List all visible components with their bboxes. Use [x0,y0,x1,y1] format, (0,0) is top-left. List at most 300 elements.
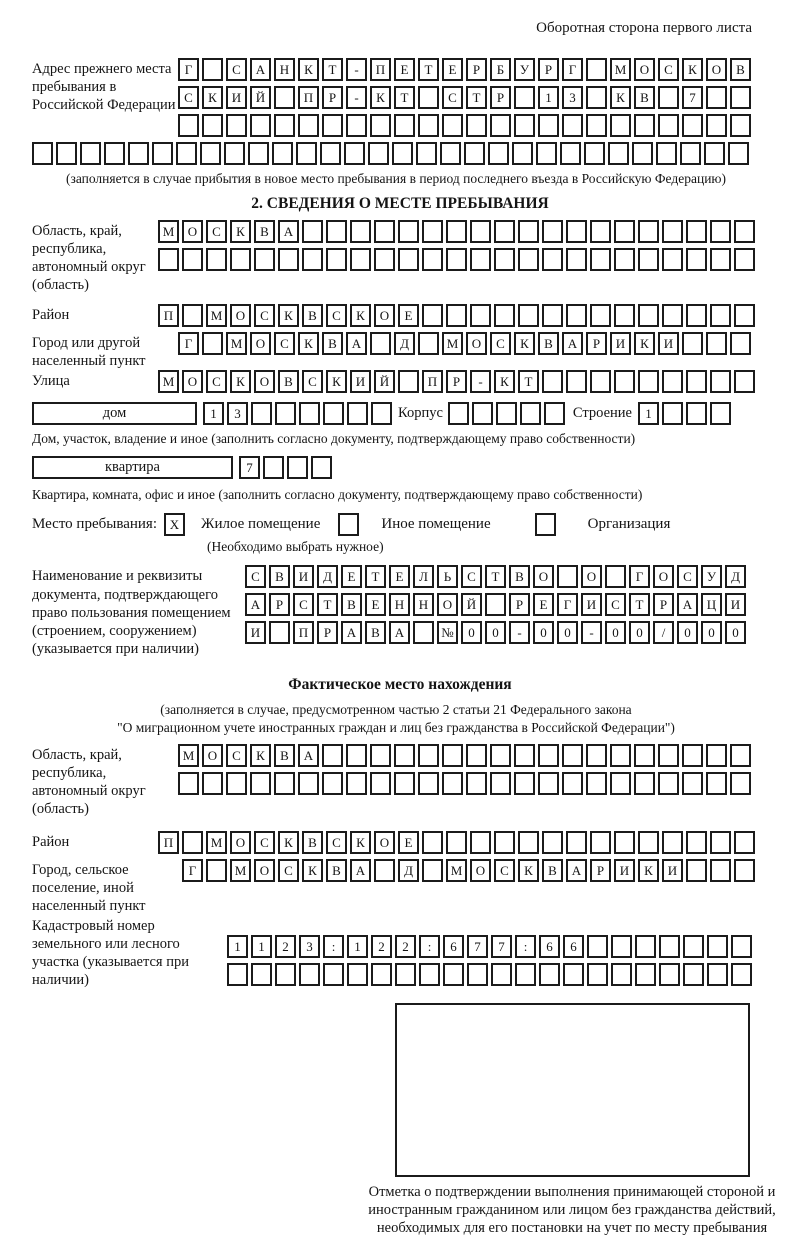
checkbox-inoe [338,513,359,536]
char-cell [634,744,655,767]
char-cell: М [178,744,199,767]
char-cell: 2 [395,935,416,958]
char-cell: И [293,565,314,588]
char-cell: К [634,332,655,355]
char-cell [398,370,419,393]
char-cell: К [230,220,251,243]
char-cell [686,402,707,425]
char-cell: М [446,859,467,882]
char-cell [731,963,752,986]
char-cell [422,831,443,854]
char-cell: К [350,831,371,854]
char-cell: Д [398,859,419,882]
char-cell [518,831,539,854]
char-cell [614,248,635,271]
char-cell: С [278,859,299,882]
char-cell [710,859,731,882]
stamp-caption: Отметка о подтверждении выполнения принимающей стороной и иностранным гражданином или лицом без гражданства действий, необходимых для его постановки на учет по месту пребывания [368,1183,776,1237]
char-cell: К [494,370,515,393]
char-cell: В [365,621,386,644]
oblast2-rows [158,220,755,276]
char-cell [632,142,653,165]
char-cell [518,220,539,243]
char-cell [346,772,367,795]
char-cell [514,86,535,109]
char-cell [638,370,659,393]
kadastr-row-2 [227,963,752,986]
char-cell: В [509,565,530,588]
char-cell [470,220,491,243]
char-cell [370,772,391,795]
char-cell: Д [317,565,338,588]
char-cell [494,220,515,243]
char-cell: Е [533,593,554,616]
char-cell [683,963,704,986]
char-cell: Т [629,593,650,616]
char-cell: П [422,370,443,393]
char-cell: И [662,859,683,882]
char-cell [662,248,683,271]
char-cell: М [206,831,227,854]
char-cell [275,963,296,986]
char-cell [158,248,179,271]
char-cell: И [614,859,635,882]
char-cell [374,248,395,271]
gorod2-row [178,332,751,355]
char-cell [734,220,755,243]
char-cell [440,142,461,165]
char-cell: Г [182,859,203,882]
prev-address-label: Адрес прежнего места пребывания в Российской Федерации [32,61,176,114]
char-cell: О [437,593,458,616]
char-cell: Й [461,593,482,616]
raion3-label: Район [32,833,70,850]
char-cell [368,142,389,165]
char-cell [490,772,511,795]
char-cell: С [658,58,679,81]
stroenie-label: Строение [572,405,632,422]
char-cell [370,744,391,767]
char-cell: Т [518,370,539,393]
char-cell [350,220,371,243]
char-cell [490,744,511,767]
char-cell [659,963,680,986]
inoe-label: Иное помещение [381,516,491,533]
char-cell [323,963,344,986]
char-cell [658,744,679,767]
char-cell: И [245,621,266,644]
char-cell [539,963,560,986]
char-cell: К [514,332,535,355]
char-cell: О [250,332,271,355]
dom-box: дом [32,402,197,425]
char-cell: С [226,744,247,767]
char-cell: С [206,370,227,393]
char-cell: П [370,58,391,81]
gorod3-block [32,859,800,915]
char-cell [446,831,467,854]
char-cell [536,142,557,165]
char-cell [734,304,755,327]
char-cell [344,142,365,165]
gorod3-label: Город, сельское поселение, иной населенный пункт [32,861,146,914]
char-cell [370,114,391,137]
char-cell [538,114,559,137]
char-cell [710,220,731,243]
char-cell: 1 [638,402,659,425]
char-cell [422,220,443,243]
char-cell: 7 [239,456,260,479]
char-cell: М [226,332,247,355]
char-cell: О [374,831,395,854]
char-cell [662,370,683,393]
char-cell: В [634,86,655,109]
char-cell: К [278,831,299,854]
char-cell [392,142,413,165]
char-cell [562,772,583,795]
char-cell: Н [389,593,410,616]
char-cell [128,142,149,165]
oblast2-block [32,220,800,295]
char-cell: Е [398,304,419,327]
char-cell [470,831,491,854]
char-cell [323,402,344,425]
char-cell: Й [250,86,271,109]
char-cell: - [470,370,491,393]
char-cell: Д [725,565,746,588]
char-cell: М [610,58,631,81]
char-cell: Т [317,593,338,616]
char-cell: К [250,744,271,767]
char-cell: 0 [605,621,626,644]
char-cell [302,248,323,271]
char-cell [250,114,271,137]
char-cell: К [202,86,223,109]
char-cell: В [302,831,323,854]
char-cell: И [725,593,746,616]
char-cell: Г [178,58,199,81]
char-cell: - [581,621,602,644]
char-cell [586,772,607,795]
char-cell: Т [394,86,415,109]
char-cell [350,248,371,271]
char-cell [202,114,223,137]
char-cell: М [158,370,179,393]
oblast3-block [32,744,800,819]
confirmation-stamp-box [395,1003,750,1177]
char-cell [686,370,707,393]
char-cell [662,402,683,425]
char-cell: 0 [533,621,554,644]
char-cell [706,114,727,137]
char-cell [418,772,439,795]
char-cell [200,142,221,165]
char-cell [542,248,563,271]
char-cell [706,332,727,355]
char-cell: И [350,370,371,393]
char-cell [638,248,659,271]
char-cell: : [419,935,440,958]
mesto-prebyvaniya-row [32,513,800,536]
char-cell [182,248,203,271]
char-cell [634,114,655,137]
char-cell [394,772,415,795]
char-cell: В [542,859,563,882]
char-cell: Т [365,565,386,588]
char-cell: М [158,220,179,243]
char-cell [557,565,578,588]
char-cell [347,963,368,986]
char-cell [682,332,703,355]
char-cell: И [610,332,631,355]
char-cell: Н [413,593,434,616]
char-cell: В [274,744,295,767]
char-cell: 0 [461,621,482,644]
char-cell [730,86,751,109]
char-cell [176,142,197,165]
char-cell [682,744,703,767]
char-cell [562,114,583,137]
char-cell [443,963,464,986]
char-cell: С [605,593,626,616]
char-cell [706,744,727,767]
char-cell: С [254,831,275,854]
kadastr-row-1 [227,935,752,958]
char-cell [442,744,463,767]
char-cell: С [254,304,275,327]
char-cell: В [341,593,362,616]
char-cell [538,772,559,795]
char-cell [494,248,515,271]
char-cell [731,935,752,958]
char-cell: Р [590,859,611,882]
char-cell [520,402,541,425]
char-cell: К [610,86,631,109]
char-cell: / [653,621,674,644]
char-cell [488,142,509,165]
char-cell: К [302,859,323,882]
char-cell [634,772,655,795]
char-cell [562,744,583,767]
prev-address-row-1 [178,58,751,81]
char-cell: 0 [485,621,506,644]
char-cell: Й [374,370,395,393]
char-cell: М [206,304,227,327]
char-cell [494,831,515,854]
char-cell [710,248,731,271]
char-cell: У [701,565,722,588]
char-cell: В [326,859,347,882]
char-cell [587,935,608,958]
char-cell [544,402,565,425]
char-cell: 0 [725,621,746,644]
char-cell [662,220,683,243]
char-cell [374,220,395,243]
char-cell [542,831,563,854]
raion3-row [158,831,755,854]
char-cell [734,859,755,882]
char-cell: С [206,220,227,243]
char-cell: К [370,86,391,109]
char-cell [182,304,203,327]
char-cell [542,220,563,243]
char-cell [274,86,295,109]
char-cell [466,114,487,137]
char-cell [178,772,199,795]
char-cell [635,935,656,958]
char-cell: О [182,220,203,243]
char-cell: 1 [203,402,224,425]
char-cell [422,248,443,271]
char-cell: Б [490,58,511,81]
char-cell [706,86,727,109]
char-cell: С [677,565,698,588]
top-note: Оборотная сторона первого листа [536,20,752,36]
kadastr-rows [227,915,752,991]
char-cell [611,935,632,958]
char-cell [610,744,631,767]
char-cell [466,744,487,767]
char-cell: К [326,370,347,393]
char-cell: С [178,86,199,109]
char-cell [707,935,728,958]
char-cell: 1 [251,935,272,958]
char-cell: О [230,831,251,854]
char-cell [515,963,536,986]
char-cell [206,248,227,271]
char-cell [224,142,245,165]
organizatsiya-label: Организация [587,516,671,533]
raion2-block [32,304,800,332]
char-cell [302,220,323,243]
section2-title: 2. СВЕДЕНИЯ О МЕСТЕ ПРЕБЫВАНИЯ [251,194,549,212]
char-cell [32,142,53,165]
char-cell: В [302,304,323,327]
dom-cells [203,402,392,425]
char-cell [418,744,439,767]
char-cell [422,859,443,882]
char-cell [638,220,659,243]
char-cell [395,963,416,986]
char-cell [467,963,488,986]
char-cell [472,402,493,425]
checkbox-zhiloe: X [164,513,185,536]
char-cell [419,963,440,986]
char-cell [371,402,392,425]
char-cell [614,304,635,327]
char-cell [202,332,223,355]
char-cell: С [326,304,347,327]
char-cell [418,114,439,137]
char-cell [298,772,319,795]
char-cell [202,772,223,795]
char-cell: Р [538,58,559,81]
char-cell: Р [653,593,674,616]
char-cell: 2 [371,935,392,958]
prev-address-block [32,58,800,142]
gorod2-label: Город или другой населенный пункт [32,335,146,370]
stroenie-cells [638,402,731,425]
char-cell: С [293,593,314,616]
char-cell: Е [341,565,362,588]
char-cell: К [518,859,539,882]
dokument-row-2 [245,593,746,616]
char-cell [206,859,227,882]
char-cell: О [533,565,554,588]
char-cell: С [494,859,515,882]
dokument-rows [245,565,746,649]
char-cell [710,402,731,425]
char-cell: О [634,58,655,81]
dom-block [32,402,800,430]
char-cell [682,772,703,795]
char-cell [656,142,677,165]
char-cell: П [158,304,179,327]
char-cell [152,142,173,165]
char-cell: Г [562,58,583,81]
char-cell [248,142,269,165]
char-cell: И [581,593,602,616]
char-cell: С [442,86,463,109]
char-cell: О [254,859,275,882]
dom-caption: Дом, участок, владение и иное (заполнить согласно документу, подтверждающему право собственности) [32,431,636,447]
char-cell [56,142,77,165]
char-cell: С [245,565,266,588]
char-cell: : [323,935,344,958]
korpus-cells [448,402,565,425]
char-cell [662,831,683,854]
char-cell [638,304,659,327]
char-cell: О [182,370,203,393]
kadastr-block [32,915,800,991]
char-cell [418,86,439,109]
dokument-row-1 [245,565,746,588]
checkbox-organizatsiya [535,513,556,536]
char-cell [464,142,485,165]
char-cell [566,220,587,243]
char-cell [614,220,635,243]
char-cell [80,142,101,165]
char-cell [710,831,731,854]
char-cell: А [250,58,271,81]
char-cell [614,831,635,854]
char-cell [542,304,563,327]
char-cell: Ц [701,593,722,616]
char-cell: В [322,332,343,355]
char-cell: С [302,370,323,393]
char-cell: О [466,332,487,355]
char-cell: 0 [677,621,698,644]
char-cell: 6 [539,935,560,958]
char-cell [394,114,415,137]
prev-address-caption: (заполняется в случае прибытия в новое место пребывания в период последнего въезда в Российскую Федерацию) [65,171,727,186]
char-cell [494,304,515,327]
char-cell: С [326,831,347,854]
char-cell [446,248,467,271]
char-cell [274,114,295,137]
char-cell [251,402,272,425]
char-cell [278,248,299,271]
char-cell: И [658,332,679,355]
char-cell [566,248,587,271]
char-cell: Т [485,565,506,588]
mesto-note: (Необходимо выбрать нужное) [207,539,384,555]
char-cell: К [298,58,319,81]
char-cell [566,304,587,327]
char-cell: № [437,621,458,644]
char-cell [587,963,608,986]
char-cell [590,831,611,854]
